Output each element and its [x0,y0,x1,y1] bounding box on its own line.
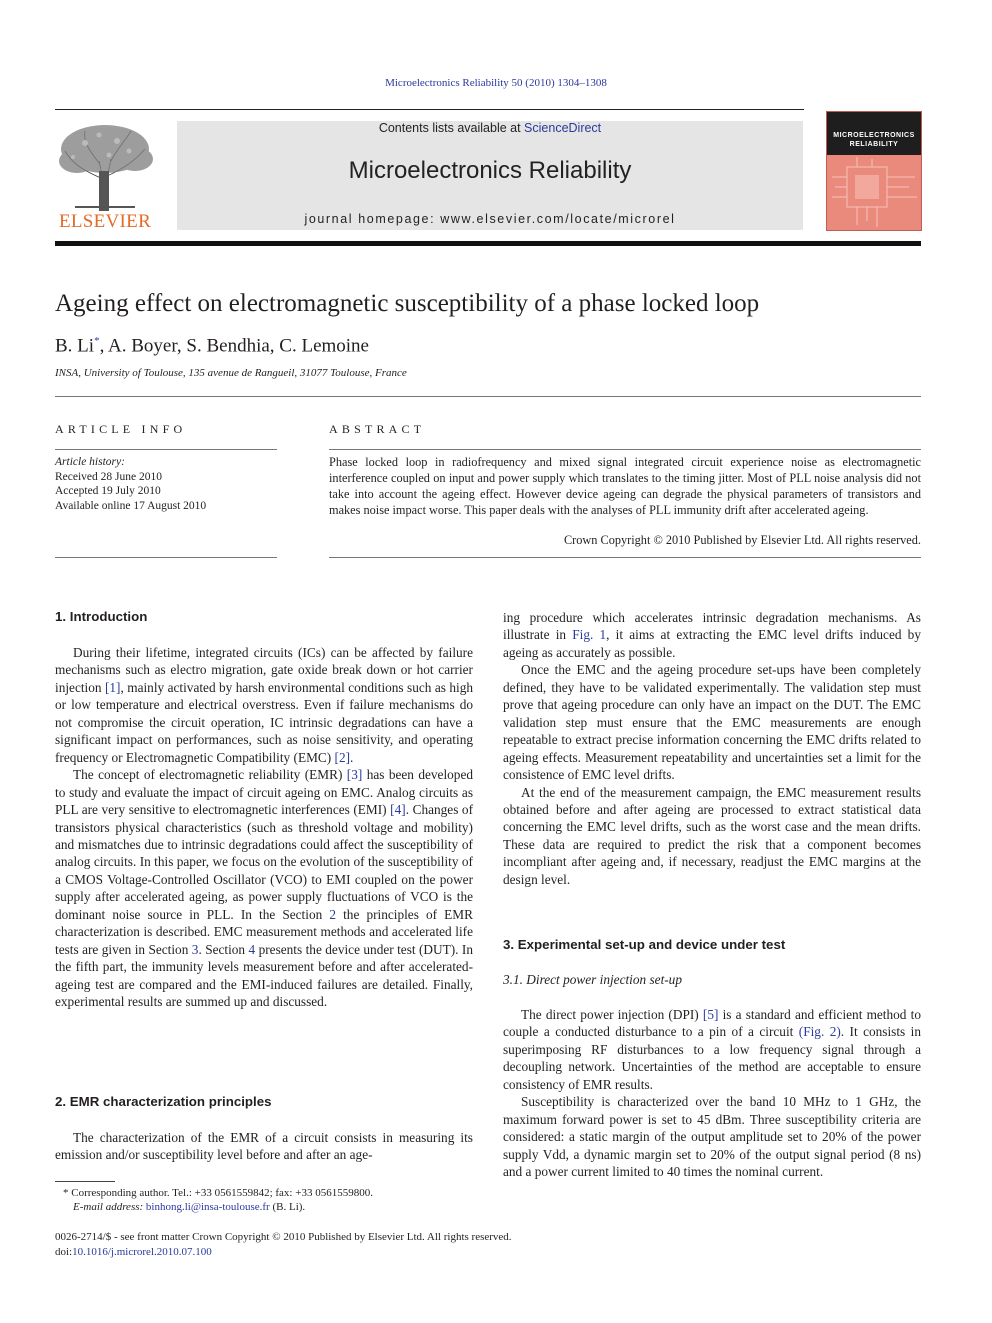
section-1-heading: 1. Introduction [55,609,148,624]
author-first: B. Li [55,335,95,357]
header-rule-bottom [55,241,921,246]
journal-cover-thumbnail [826,111,922,231]
cover-title: MICROELECTRONICS RELIABILITY [833,132,915,148]
ref-4-link[interactable]: [4] [390,802,406,818]
doi-link[interactable]: 10.1016/j.microrel.2010.07.100 [72,1245,212,1258]
issn-doi [55,1230,512,1259]
article-info-heading: ARTICLE INFO [55,422,187,436]
sciencedirect-link[interactable]: ScienceDirect [524,121,602,135]
section-2-body-part1 [55,1129,473,1164]
abstract-rule-bottom [329,557,921,558]
emr-paragraph-1-start: The characterization of the EMR of a circuit consists in measuring its emission and/or susceptibility level before and after an age- [55,1130,473,1163]
article-title: Ageing effect on electromagnetic susceptibility of a phase locked loop [55,290,760,317]
section-2-body-part2 [503,609,921,888]
journal-citation[interactable]: Microelectronics Reliability 50 (2010) 1304–1308 [385,77,607,89]
author-rest: , A. Boyer, S. Bendhia, C. Lemoine [99,335,369,357]
footnote-mark: * [63,1187,69,1199]
ref-2-link[interactable]: [2] [334,749,351,765]
contents-line [177,121,803,135]
article-info-rule-bottom [55,557,277,558]
abstract-heading: ABSTRACT [329,422,426,436]
emr-paragraph-2: Once the EMC and the ageing procedure set-ups have been completely defined, they have to be validated experimentally. The validation step must prove that ageing procedure can only have an impact on the DUT. The EMC validation step must ensure that the EMC measurements are enough repeatable to extract precise information concerning the EMC drifts related to ageing effects. Measurement repeatability and uncertainties set a limit for the consistence of EMC level drifts. [503,662,921,783]
doi-label: doi: [55,1245,73,1258]
section-1-body [55,644,473,1011]
dpi-paragraph-2: Susceptibility is characterized over the band 10 MHz to 1 GHz, the maximum forward power is set to 45 dBm. Three susceptibility criteria are considered: a static margin of the output amplitude set to 20% of the power supply Vdd, a dynamic margin set to 20% of the output signal period (8 ns) and a power current limited to 40 times the nominal current. [503,1094,921,1180]
emr-paragraph-1-continuation: ing procedure which accelerates intrinsic degradation mechanisms. As illustrate in [503,610,921,643]
section-3-1-body [503,1006,921,1181]
article-info-rule-top [55,449,277,450]
email-link[interactable]: binhong.li@insa-toulouse.fr [145,1201,270,1213]
accepted-date: Accepted 19 July 2010 [55,485,161,497]
title-rule [55,396,921,397]
email-suffix: (B. Li). [269,1201,306,1213]
ref-5-link[interactable]: [5] [702,1007,719,1022]
history-label: Article history: [55,456,125,468]
section-3-link[interactable]: 3 [191,941,199,957]
abstract-text: Phase locked loop in radiofrequency and mixed signal integrated circuit experience noise as electromagnetic interference coupled on input and power supply which translates to the timing jitter. Most of PLL noise analysis did not take into account the ageing effect. However device ageing can degrade the physical parameters of transistors and makes noise impact worse. This paper deals with the analyses of PLL immunity drift after accelerated ageing. [329,455,921,517]
section-3-1-heading: 3.1. Direct power injection set-up [503,972,682,987]
contents-prefix: Contents lists available at [378,121,525,135]
section-4-link[interactable]: 4 [248,941,256,957]
corresponding-author-mark[interactable]: * [94,335,100,347]
ref-1-link[interactable]: [1] [104,679,121,695]
fig-1-link[interactable]: Fig. 1 [572,627,607,643]
section-2-heading: 2. EMR characterization principles [55,1094,272,1109]
author-list [55,335,369,357]
footnote [55,1186,473,1214]
emr-paragraph-3: At the end of the measurement campaign, the EMC measurement results obtained before and after ageing are processed to extract statistical data concerning the EMC level drifts, such as the worst case and the mean drifts. These data are required to predict the risk that a component becomes incompliant after ageing and, if necessary, readjust the EMC margins at the design level. [503,784,921,887]
dpi-paragraph-1: The direct power injection (DPI) [5] is a standard and efficient method to couple a conducted disturbance to a pin of a circuit (Fig. 2). It consists in superimposing RF disturbances to a low frequency signal through a decoupling network. Uncertainties of the method are acceptable to ensure consistency of EMR results. [503,1007,921,1092]
section-3-heading: 3. Experimental set-up and device under test [503,937,786,952]
affiliation: INSA, University of Toulouse, 135 avenue de Rangueil, 31077 Toulouse, France [55,367,407,379]
intro-paragraph-2: The concept of electromagnetic reliability (EMR) [3] has been developed to study and evaluate the impact of circuit ageing on EMC. Analog circuits as PLL are very sensitive to electromagnetic interferences (EMI) [4]. Changes of transistors physical characteristics (such as threshold voltage and mobility) and mismatches due to intrinsic degradations could affect the susceptibility of analog circuits. In this paper, we focus on the evolution of the susceptibility of a CMOS Voltage-Controlled Oscillator (VCO) to EMI coupled on the power supply after accelerated ageing, as power supply fluctuations of VCO is the dominant noise source in PLL. In the Section 2 the principles of EMR characterization is described. EMC measurement methods and accelerated life tests are given in Section 3. Section 4 presents the device under test (DUT). In the fifth part, the immunity levels measurement before and after accelerated-ageing test are compared and the EMI-induced failures are detailed. Finally, experimental results are summed up and discussed. [55,767,474,1010]
footnote-rule [55,1181,115,1182]
section-2-link[interactable]: 2 [329,906,336,922]
emr-paragraph-1-end: ing procedure which accelerates intrinsic degradation mechanisms. As illustrate in Fig. 1, it aims at extracting the EMC level drifts induced by ageing as accurately as possible. [503,610,921,660]
issn-line: 0026-2714/$ - see front matter Crown Copyright © 2010 Published by Elsevier Ltd. All rights reserved. [55,1231,512,1243]
abstract-copyright: Crown Copyright © 2010 Published by Elsevier Ltd. All rights reserved. [563,533,921,547]
elsevier-wordmark: ELSEVIER [58,211,152,232]
received-date: Received 28 June 2010 [55,470,162,483]
ref-3-link[interactable]: [3] [346,767,363,783]
header-rule-top [55,109,804,110]
journal-homepage[interactable]: journal homepage: www.elsevier.com/locate/microrel [304,212,676,226]
available-date: Available online 17 August 2010 [55,499,207,512]
corresponding-author-contact: Corresponding author. Tel.: +33 0561559842; fax: +33 0561559800. [71,1187,373,1199]
journal-name: Microelectronics Reliability [348,157,632,184]
abstract-rule-top [329,449,921,450]
article-history [55,455,206,513]
email-label: E-mail address: [73,1201,144,1213]
fig-2-link[interactable]: (Fig. 2) [798,1024,841,1040]
intro-paragraph-1: During their lifetime, integrated circuits (ICs) can be affected by failure mechanisms such as electro migration, gate oxide break down or hot carrier injection [1], mainly activated by harsh environmental conditions such as high or low temperature and electrical overstress. Even if failure mechanisms do not compromise the circuit operation, IC intrinsic degradations can have a significant impact on performances, such as noise sensitivity, and operating frequency or Electromagnetic Compatibility (EMC) [2]. [55,645,473,765]
